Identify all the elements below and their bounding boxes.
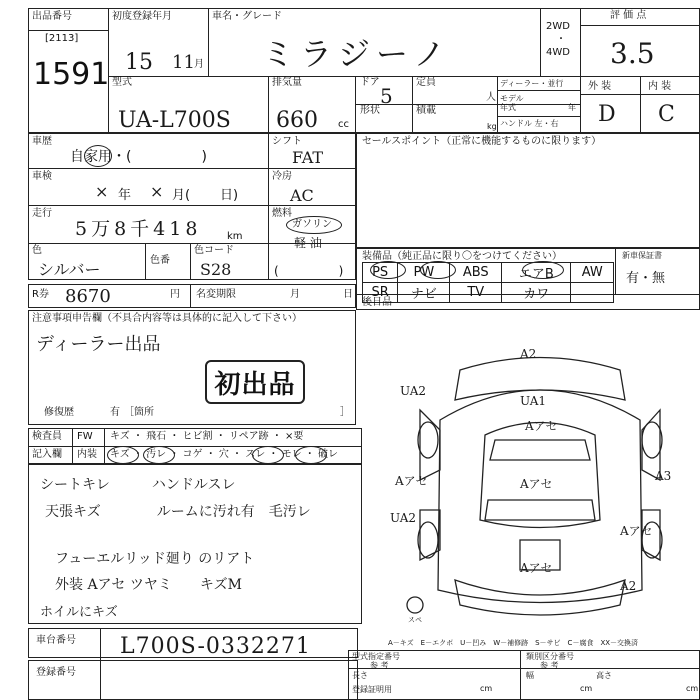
history-value: 自家用・( )	[70, 149, 207, 165]
inspector-fw: FW	[77, 431, 93, 442]
equip-pw: PW	[398, 263, 450, 283]
recycle-value: 8670	[65, 286, 111, 307]
inspection-year-mark: ×	[95, 182, 109, 201]
equip-abs: ABS	[450, 263, 502, 283]
diagram-legend: A－キズ E－エクボ U－凹み W－補修跡 S－サビ C－腐食 XX－交換済	[388, 639, 639, 647]
inspector-codes-1: キズ ・ 飛石 ・ ヒビ割 ・ リペア跡 ・ ×要	[110, 431, 304, 442]
length-label: 長さ	[352, 671, 368, 680]
frame-value: L700S-0332271	[120, 634, 311, 659]
inspector-codes-2: キズ ・ 汚レ ・ コゲ ・ 穴 ・ スレ ・ モレ ・ 破レ	[110, 449, 338, 460]
mark-a2-top: A2	[520, 347, 537, 361]
mark-ua2-lower: UA2	[390, 511, 417, 525]
dealer-label: ディーラー・並行	[500, 79, 564, 88]
lot-no-label: 出品番号	[32, 11, 72, 22]
code-circle-2	[143, 446, 175, 464]
comment-1: シートキレ ハンドルスレ	[40, 477, 236, 493]
displacement-unit: cc	[338, 119, 349, 130]
interior-label: 内 装	[648, 81, 672, 92]
displacement-label: 排気量	[272, 77, 302, 88]
model-year-unit: 年	[568, 103, 576, 112]
post-input-label: 後日品	[362, 297, 392, 308]
ps-circle	[370, 261, 406, 279]
mark-ua1: UA1	[520, 394, 547, 408]
cm-2: cm	[580, 684, 593, 693]
comment-2: 天張キズ ルームに汚れ有 毛汚レ	[45, 504, 311, 520]
equip-tv: TV	[450, 283, 502, 303]
warranty-value: 有・無	[626, 271, 666, 286]
car-diagram	[380, 340, 700, 630]
reg-month-unit: 月	[194, 59, 204, 70]
mark-aase-1: Aアセ	[525, 419, 558, 433]
ref-2: 参 考	[540, 661, 559, 670]
repair-place: ［箇所	[124, 407, 154, 418]
doors-label: ドア	[360, 77, 380, 88]
load-label: 積載	[416, 105, 436, 116]
ac-label: 冷房	[272, 171, 292, 182]
spare-label: スペ	[408, 616, 422, 624]
diagram-roof	[480, 423, 600, 528]
repair-label: 修復歴	[44, 407, 74, 418]
mileage-value: 5万8千418	[75, 218, 202, 240]
reg-month: 11	[172, 52, 195, 73]
drive-sep: ・	[556, 34, 566, 45]
handle-label: ハンドル 左・右	[500, 119, 559, 128]
ref-1: 参 考	[370, 661, 389, 670]
equip-airbag: エアB	[502, 263, 571, 283]
equipment-label: 装備品（純正品に限り〇をつけてください）	[362, 251, 562, 262]
recycle-unit: 円	[170, 289, 180, 300]
cm-1: cm	[480, 684, 493, 693]
drive-2wd: 2WD	[546, 21, 570, 32]
drive-4wd: 4WD	[546, 47, 570, 58]
grade-label: 評 価 点	[610, 10, 647, 21]
model-year-label: モデル 年式	[500, 94, 524, 112]
mileage-unit: km	[227, 231, 243, 242]
history-label: 車歴	[32, 136, 52, 147]
fuel-circle	[286, 216, 342, 234]
width-label: 幅	[526, 671, 534, 680]
cm-3: cm	[686, 684, 699, 693]
equip-ps: PS	[363, 263, 398, 283]
exterior-value: D	[598, 102, 616, 127]
inspector-naisou: 内装	[77, 449, 97, 460]
shape-label: 形状	[360, 105, 380, 116]
model-label: 型式	[112, 77, 132, 88]
notes-text: ディーラー出品	[36, 334, 161, 355]
cert-label: 登録証明用	[352, 685, 392, 694]
color-code-value: S28	[200, 260, 232, 279]
doors-value: 5	[380, 84, 393, 108]
lot-code: [2113]	[45, 33, 79, 44]
code-circle-1	[107, 446, 139, 464]
category-label: 類別区分番号	[526, 652, 574, 661]
color-no-label: 色番	[150, 255, 170, 266]
load-unit: kg	[487, 122, 497, 131]
inspector-label-1: 検査員	[32, 431, 62, 442]
mark-aase-center: Aアセ	[520, 477, 553, 491]
color-label: 色	[32, 245, 42, 256]
comment-3: フューエルリッド廻り のリアト	[55, 551, 255, 567]
repair-value: 有	[110, 407, 120, 418]
car-name: ミラジーノ	[262, 35, 452, 73]
name-change-day: 日	[343, 289, 353, 300]
name-change-month: 月	[290, 289, 300, 300]
frame-label: 車台番号	[36, 635, 76, 646]
color-code-label: 色コード	[194, 245, 234, 256]
exterior-label: 外 装	[588, 81, 612, 92]
equipment-row-2	[363, 283, 614, 303]
type-designation-label: 型式指定番号	[352, 652, 400, 661]
mark-aase-left: Aアセ	[395, 474, 428, 488]
model-value: UA-L700S	[118, 108, 231, 133]
first-listing-stamp: 初出品	[205, 360, 305, 404]
fuel-value: ガソリン	[292, 219, 332, 230]
fuel-alt: 軽 油	[294, 236, 322, 250]
repair-end: ］	[340, 407, 350, 418]
displacement-value: 660	[276, 108, 318, 133]
sales-point-label: セールスポイント（正常に機能するものに限ります）	[362, 136, 602, 147]
mark-aase-right: Aアセ	[620, 524, 653, 538]
inspection-month-mark: ×	[150, 182, 164, 201]
notes-label: 注意事項申告欄（不具合内容等は具体的に記入して下さい）	[32, 313, 302, 324]
capacity-label: 定員	[416, 77, 436, 88]
capacity-unit: 人	[486, 92, 496, 103]
equip-navi: ナビ	[398, 283, 450, 303]
rear-bumper	[455, 580, 625, 615]
warranty-label: 新車保証書	[622, 251, 662, 260]
inspector-label-2: 記入欄	[32, 449, 62, 460]
inspection-day-unit: 日)	[220, 188, 239, 203]
mark-a2-bottom: A2	[620, 579, 637, 593]
lot-no: 1591	[33, 57, 110, 92]
interior-value: C	[658, 102, 675, 127]
reg-no-label: 登録番号	[36, 667, 76, 678]
equip-sr: SR	[363, 283, 398, 303]
mark-a3: A3	[655, 469, 672, 483]
first-reg-label: 初度登録年月	[112, 11, 172, 22]
history-circle	[84, 145, 112, 167]
code-circle-3	[252, 446, 284, 464]
mark-ua2-left: UA2	[400, 384, 427, 398]
airbag-circle	[522, 261, 564, 279]
mark-aase-bottom: Aアセ	[520, 561, 553, 575]
inspection-month-unit: 月(	[172, 188, 191, 203]
equip-blank	[571, 283, 614, 303]
recycle-label: R券	[32, 289, 49, 300]
name-change-label: 名変期限	[196, 289, 236, 300]
inspection-label: 車検	[32, 171, 52, 182]
color-value: シルバー	[38, 260, 101, 279]
shift-label: シフト	[272, 136, 302, 147]
equip-leather: カワ	[502, 283, 571, 303]
pw-circle	[420, 261, 456, 279]
fuel-paren: ( )	[274, 264, 344, 278]
mileage-label: 走行	[32, 208, 52, 219]
height-label: 高さ	[596, 671, 612, 680]
shift-value: FAT	[292, 148, 324, 167]
code-circle-4	[295, 446, 327, 464]
fuel-label: 燃料	[272, 208, 292, 219]
reg-year: 15	[125, 50, 153, 75]
car-name-label: 車名・グレード	[212, 11, 282, 22]
equip-aw: AW	[571, 263, 614, 283]
ac-value: AC	[290, 186, 314, 205]
grade-value: 3.5	[610, 37, 655, 70]
comment-5: ホイルにキズ	[40, 605, 118, 620]
inspection-year-unit: 年	[118, 188, 132, 203]
comment-4: 外装 Aアセ ツヤミ キズM	[55, 577, 242, 593]
